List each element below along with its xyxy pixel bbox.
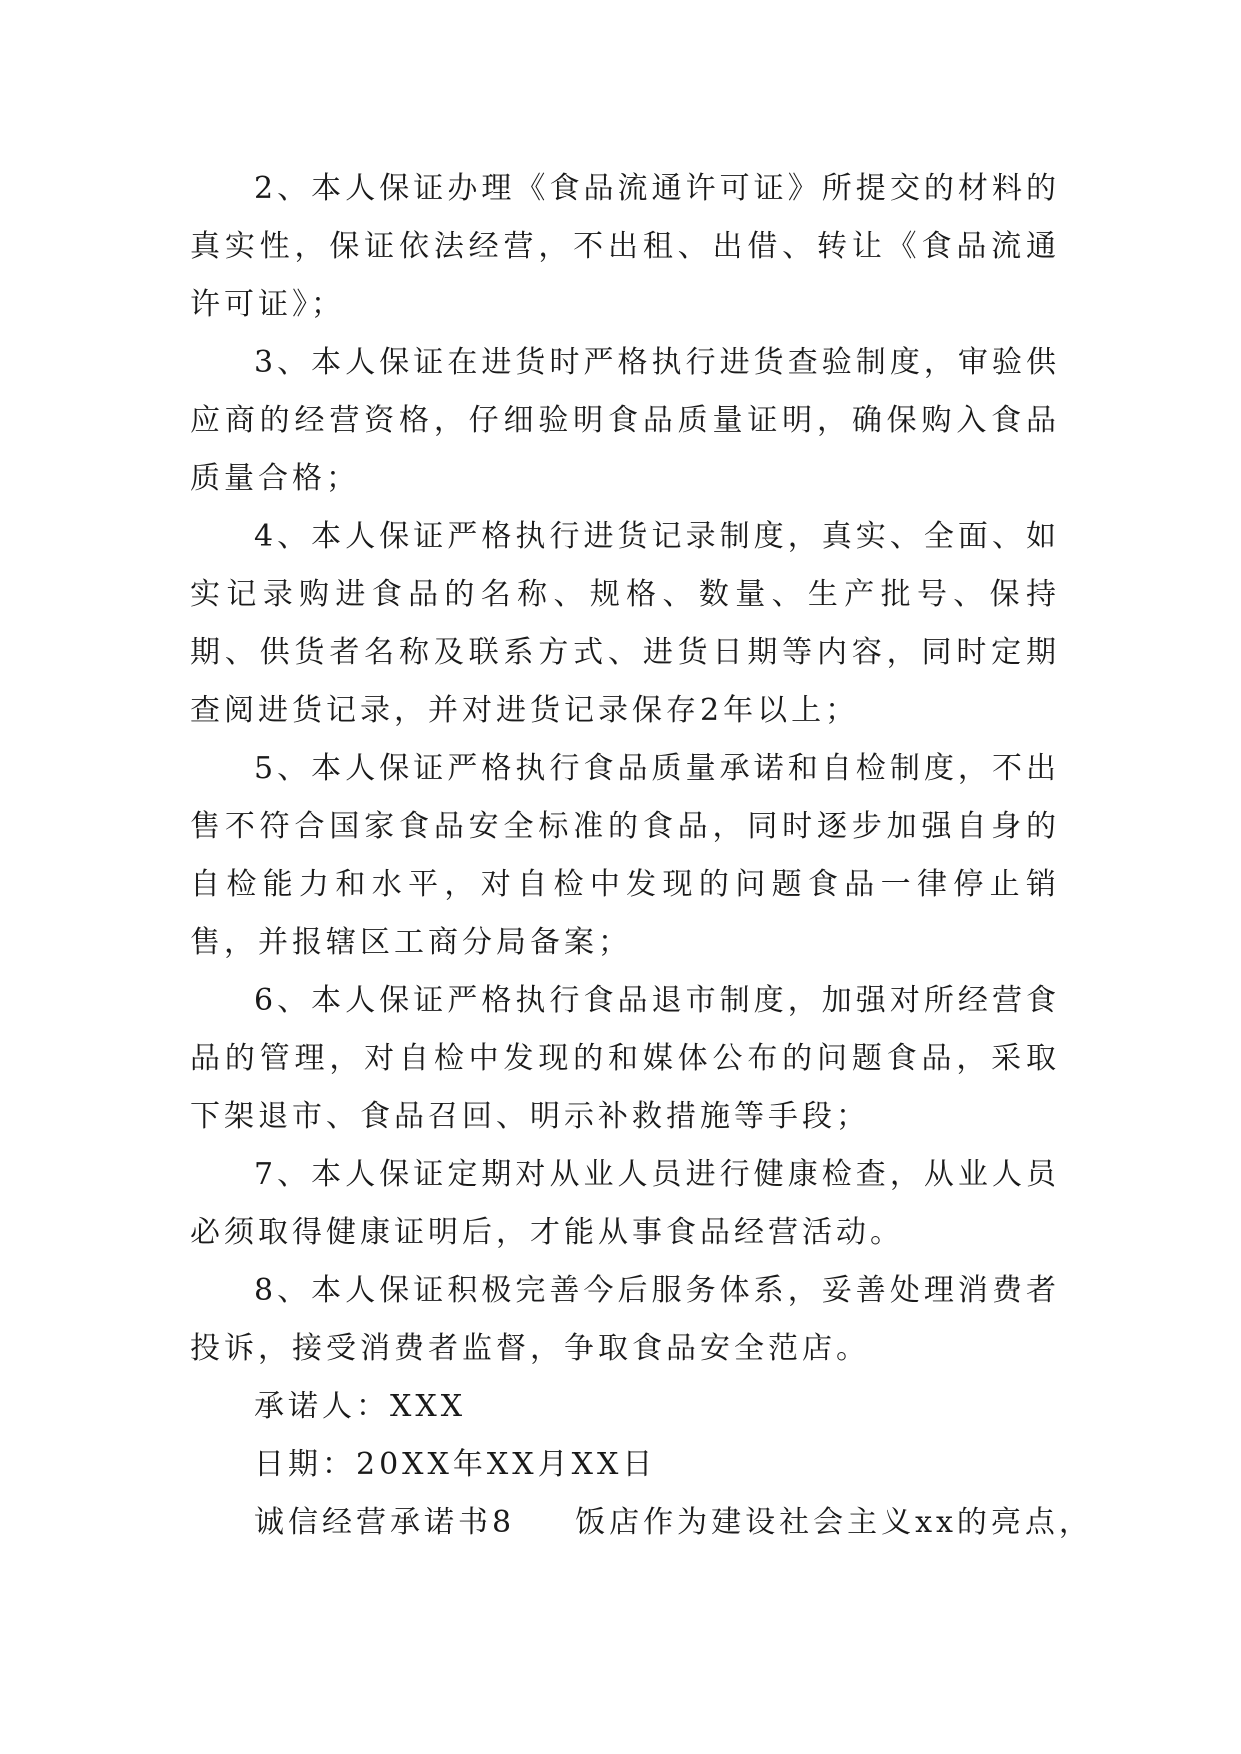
- document-body: [190, 160, 1093, 1552]
- next-section-title: 诚信经营承诺书8: [254, 1505, 516, 1540]
- clause-6: 6、本人保证严格执行食品退市制度，加强对所经营食品的管理，对自检中发现的和媒体公布的问题食品，采取下架退市、食品召回、明示补救措施等手段；: [190, 983, 1060, 1134]
- clause-3: 3、本人保证在进货时严格执行进货查验制度，审验供应商的经营资格，仔细验明食品质量证明，确保购入食品质量合格；: [190, 345, 1060, 496]
- clause-7: 7、本人保证定期对从业人员进行健康检查，从业人员必须取得健康证明后，才能从事食品经营活动。: [190, 1157, 1060, 1250]
- date-line: 日期：20XX年XX月XX日: [254, 1447, 657, 1482]
- clause-4: 4、本人保证严格执行进货记录制度，真实、全面、如实记录购进食品的名称、规格、数量、生产批号、保持期、供货者名称及联系方式、进货日期等内容，同时定期查阅进货记录，并对进货记录保存2年以上；: [190, 519, 1060, 728]
- clause-5: 5、本人保证严格执行食品质量承诺和自检制度，不出售不符合国家食品安全标准的食品，同时逐步加强自身的自检能力和水平，对自检中发现的问题食品一律停止销售，并报辖区工商分局备案；: [190, 751, 1060, 960]
- next-section-text: 饭店作为建设社会主义xx的亮点，: [575, 1505, 1093, 1540]
- clause-8: 8、本人保证积极完善今后服务体系，妥善处理消费者投诉，接受消费者监督，争取食品安全范店。: [190, 1273, 1060, 1366]
- next-section-line: [190, 1494, 1093, 1552]
- signer-line: 承诺人：XXX: [254, 1389, 467, 1424]
- clause-2: 2、本人保证办理《食品流通许可证》所提交的材料的真实性，保证依法经营，不出租、出借、转让《食品流通许可证》；: [190, 171, 1060, 322]
